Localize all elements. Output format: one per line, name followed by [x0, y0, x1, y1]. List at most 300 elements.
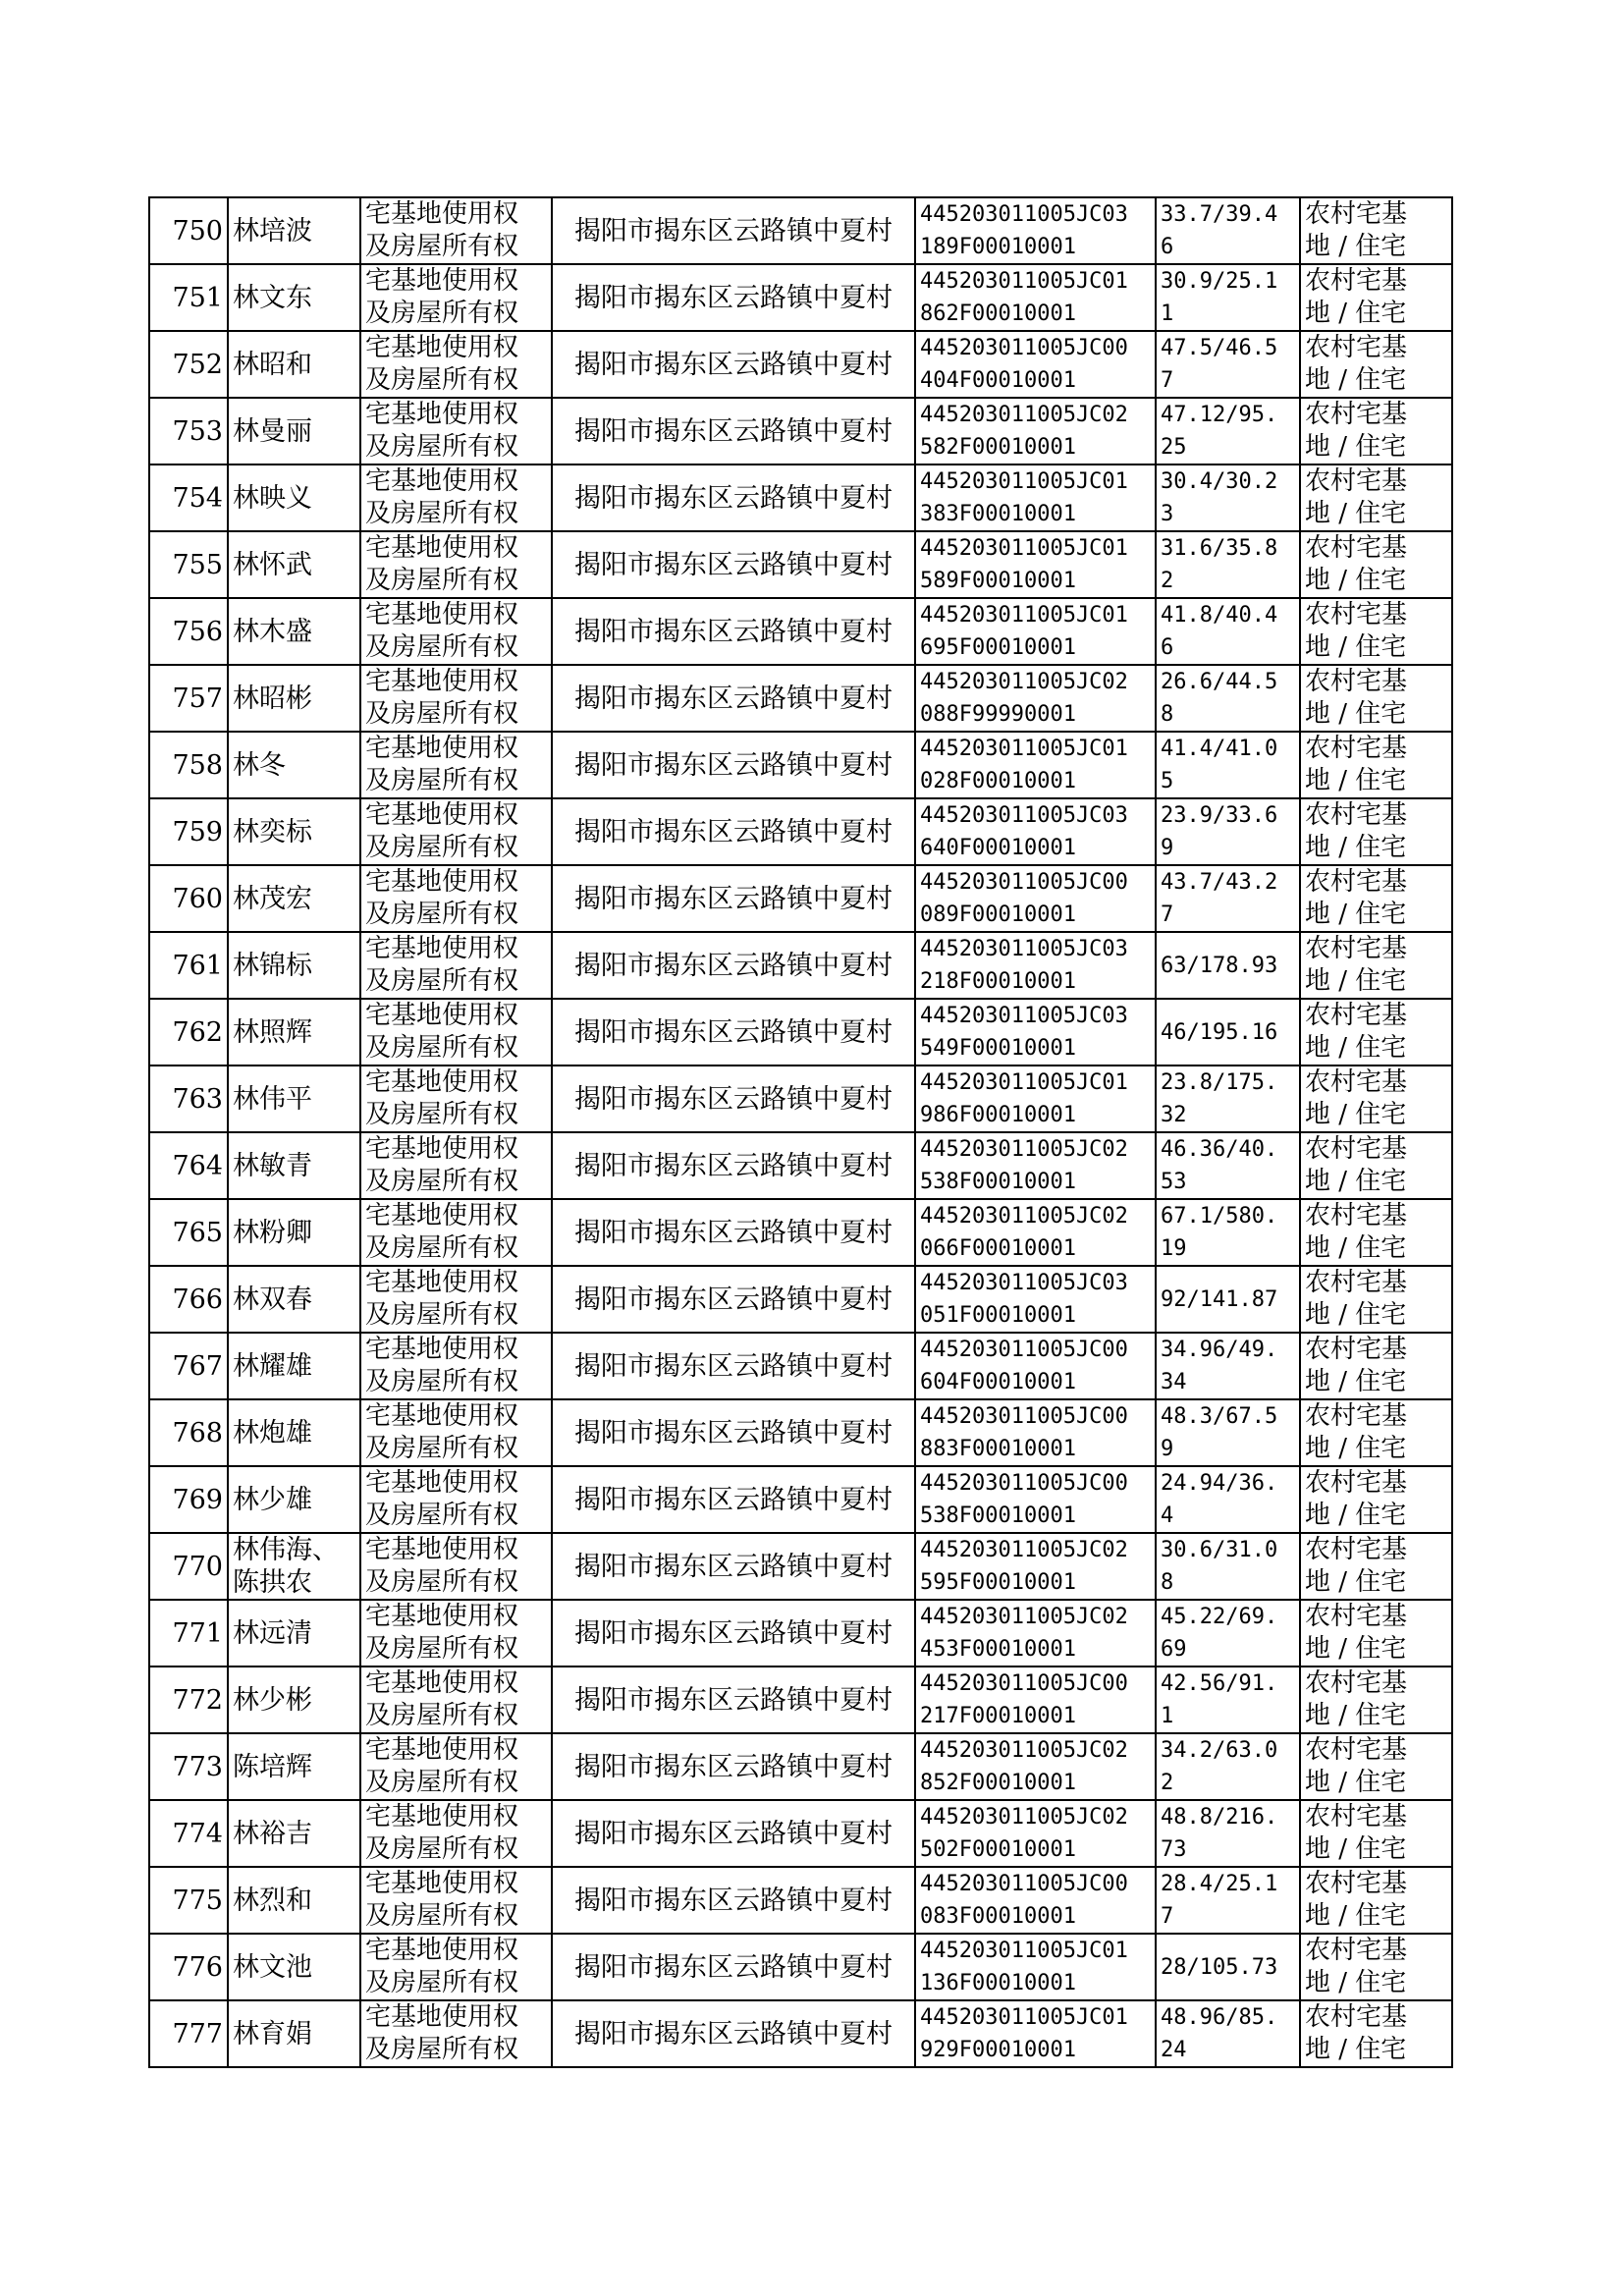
owner-name-cell	[228, 531, 360, 598]
owner-name-line: 林双春	[233, 1284, 312, 1315]
usage-cell	[1300, 1466, 1452, 1533]
unit-code-line: 189F00010001	[920, 235, 1076, 259]
right-type-line: 及房屋所有权	[365, 365, 519, 395]
unit-code-cell	[915, 1199, 1156, 1266]
unit-code-line: 929F00010001	[920, 2038, 1076, 2062]
location-cell: 揭阳市揭东区云路镇中夏村	[552, 1867, 915, 1934]
right-type-line: 宅基地使用权	[365, 1001, 519, 1030]
area-cell	[1156, 1466, 1300, 1533]
area-line: 32	[1161, 1103, 1187, 1127]
record-number-cell: 751	[149, 264, 228, 331]
right-type-cell	[360, 798, 552, 865]
owner-name-line: 林炮雄	[233, 1417, 312, 1448]
usage-cell	[1300, 1600, 1452, 1667]
area-line: 30.6/31.0	[1161, 1538, 1278, 1562]
unit-code-line: 445203011005JC01	[920, 469, 1128, 494]
record-number-cell: 775	[149, 1867, 228, 1934]
record-number-cell: 770	[149, 1533, 228, 1600]
owner-name-cell	[228, 1399, 360, 1466]
owner-name-cell	[228, 732, 360, 798]
area-line: 25	[1161, 435, 1187, 460]
unit-code-cell	[915, 1466, 1156, 1533]
unit-code-cell	[915, 798, 1156, 865]
owner-name-line: 林茂宏	[233, 883, 312, 914]
area-line: 47.5/46.5	[1161, 336, 1278, 360]
unit-code-line: 445203011005JC02	[920, 670, 1128, 694]
unit-code-cell	[915, 1132, 1156, 1199]
unit-code-cell	[915, 1066, 1156, 1132]
record-number-cell: 755	[149, 531, 228, 598]
owner-name-line: 林昭彬	[233, 683, 312, 714]
owner-name-line: 林少雄	[233, 1484, 312, 1515]
area-cell	[1156, 1600, 1300, 1667]
record-number-cell: 762	[149, 999, 228, 1066]
right-type-line: 宅基地使用权	[365, 667, 519, 696]
owner-name-cell	[228, 1132, 360, 1199]
table-row	[149, 1667, 1452, 1733]
owner-name-line: 林昭和	[233, 349, 312, 380]
area-cell	[1156, 1800, 1300, 1867]
unit-code-line: 883F00010001	[920, 1437, 1076, 1461]
usage-line: 地 / 住宅	[1305, 1634, 1407, 1664]
record-number-cell: 759	[149, 798, 228, 865]
unit-code-cell	[915, 264, 1156, 331]
record-number-cell: 767	[149, 1333, 228, 1399]
right-type-cell	[360, 1533, 552, 1600]
owner-name-cell	[228, 264, 360, 331]
area-line: 41.4/41.0	[1161, 737, 1278, 761]
area-line: 2	[1161, 1771, 1174, 1795]
right-type-line: 及房屋所有权	[365, 2035, 519, 2064]
unit-code-line: 852F00010001	[920, 1771, 1076, 1795]
right-type-line: 及房屋所有权	[365, 900, 519, 929]
right-type-line: 宅基地使用权	[365, 1335, 519, 1364]
area-line: 6	[1161, 635, 1174, 660]
unit-code-line: 066F00010001	[920, 1236, 1076, 1261]
area-line: 24	[1161, 2038, 1187, 2062]
area-cell	[1156, 1867, 1300, 1934]
usage-line: 地 / 住宅	[1305, 900, 1407, 929]
owner-name-line: 林育娟	[233, 2018, 312, 2049]
right-type-line: 宅基地使用权	[365, 800, 519, 830]
right-type-line: 及房屋所有权	[365, 1634, 519, 1664]
unit-code-line: 445203011005JC03	[920, 1004, 1128, 1028]
area-line: 7	[1161, 1904, 1174, 1929]
unit-code-line: 538F00010001	[920, 1503, 1076, 1528]
usage-cell	[1300, 1333, 1452, 1399]
usage-line: 地 / 住宅	[1305, 833, 1407, 862]
right-type-cell	[360, 1333, 552, 1399]
right-type-cell	[360, 1733, 552, 1800]
location-cell: 揭阳市揭东区云路镇中夏村	[552, 1199, 915, 1266]
unit-code-cell	[915, 1667, 1156, 1733]
right-type-line: 及房屋所有权	[365, 1701, 519, 1730]
location-cell: 揭阳市揭东区云路镇中夏村	[552, 331, 915, 398]
location-cell: 揭阳市揭东区云路镇中夏村	[552, 1533, 915, 1600]
unit-code-line: 582F00010001	[920, 435, 1076, 460]
unit-code-line: 445203011005JC02	[920, 403, 1128, 427]
right-type-line: 及房屋所有权	[365, 766, 519, 795]
usage-line: 农村宅基	[1305, 1802, 1408, 1831]
table-row	[149, 1733, 1452, 1800]
unit-code-cell	[915, 598, 1156, 665]
unit-code-cell	[915, 999, 1156, 1066]
right-type-cell	[360, 1066, 552, 1132]
owner-name-line: 陈拱农	[233, 1567, 312, 1598]
right-type-line: 宅基地使用权	[365, 1668, 519, 1698]
record-number-cell: 768	[149, 1399, 228, 1466]
usage-cell	[1300, 1199, 1452, 1266]
usage-cell	[1300, 1399, 1452, 1466]
location-cell: 揭阳市揭东区云路镇中夏村	[552, 398, 915, 464]
right-type-cell	[360, 598, 552, 665]
usage-line: 地 / 住宅	[1305, 1300, 1407, 1330]
usage-line: 农村宅基	[1305, 1401, 1408, 1431]
area-line: 23.8/175.	[1161, 1070, 1278, 1095]
area-cell	[1156, 2000, 1300, 2067]
table-row	[149, 1466, 1452, 1533]
area-cell	[1156, 1266, 1300, 1333]
area-line: 34	[1161, 1370, 1187, 1394]
record-number-cell: 776	[149, 1934, 228, 2000]
owner-name-line: 林锦标	[233, 950, 312, 981]
right-type-line: 及房屋所有权	[365, 566, 519, 595]
usage-line: 农村宅基	[1305, 1001, 1408, 1030]
owner-name-cell	[228, 1466, 360, 1533]
usage-line: 地 / 住宅	[1305, 1834, 1407, 1864]
usage-line: 地 / 住宅	[1305, 499, 1407, 528]
owner-name-line: 林耀雄	[233, 1350, 312, 1382]
unit-code-line: 445203011005JC03	[920, 937, 1128, 961]
right-type-line: 及房屋所有权	[365, 1968, 519, 1997]
owner-name-cell	[228, 1266, 360, 1333]
owner-name-line: 林冬	[233, 749, 286, 781]
usage-cell	[1300, 732, 1452, 798]
owner-name-line: 林文池	[233, 1951, 312, 1983]
right-type-cell	[360, 2000, 552, 2067]
right-type-cell	[360, 1266, 552, 1333]
right-type-line: 宅基地使用权	[365, 199, 519, 229]
owner-name-line: 林照辉	[233, 1016, 312, 1048]
area-cell	[1156, 732, 1300, 798]
right-type-line: 宅基地使用权	[365, 1936, 519, 1965]
right-type-line: 宅基地使用权	[365, 1201, 519, 1230]
right-type-line: 及房屋所有权	[365, 1367, 519, 1396]
area-line: 34.2/63.0	[1161, 1738, 1278, 1763]
right-type-line: 宅基地使用权	[365, 1401, 519, 1431]
usage-line: 农村宅基	[1305, 1735, 1408, 1765]
right-type-cell	[360, 1399, 552, 1466]
area-line: 46/195.16	[1161, 1019, 1278, 1045]
usage-cell	[1300, 464, 1452, 531]
area-cell	[1156, 999, 1300, 1066]
owner-name-line: 林映义	[233, 482, 312, 514]
owner-name-line: 林远清	[233, 1617, 312, 1649]
unit-code-line: 445203011005JC03	[920, 1271, 1128, 1295]
usage-line: 地 / 住宅	[1305, 966, 1407, 996]
unit-code-line: 136F00010001	[920, 1971, 1076, 1995]
usage-line: 地 / 住宅	[1305, 299, 1407, 328]
location-cell: 揭阳市揭东区云路镇中夏村	[552, 1600, 915, 1667]
unit-code-cell	[915, 531, 1156, 598]
area-line: 73	[1161, 1837, 1187, 1862]
unit-code-line: 445203011005JC01	[920, 1070, 1128, 1095]
owner-name-cell	[228, 1066, 360, 1132]
area-cell	[1156, 1333, 1300, 1399]
area-cell	[1156, 1667, 1300, 1733]
usage-cell	[1300, 1867, 1452, 1934]
location-cell: 揭阳市揭东区云路镇中夏村	[552, 1466, 915, 1533]
area-cell	[1156, 1066, 1300, 1132]
area-line: 28.4/25.1	[1161, 1872, 1278, 1896]
table-row	[149, 331, 1452, 398]
unit-code-cell	[915, 665, 1156, 732]
location-cell: 揭阳市揭东区云路镇中夏村	[552, 531, 915, 598]
owner-name-cell	[228, 999, 360, 1066]
record-number-cell: 765	[149, 1199, 228, 1266]
unit-code-cell	[915, 1333, 1156, 1399]
location-cell: 揭阳市揭东区云路镇中夏村	[552, 865, 915, 932]
record-number-cell: 764	[149, 1132, 228, 1199]
table-row	[149, 732, 1452, 798]
usage-line: 农村宅基	[1305, 400, 1408, 429]
table-row	[149, 1533, 1452, 1600]
unit-code-line: 445203011005JC00	[920, 1471, 1128, 1496]
unit-code-line: 445203011005JC00	[920, 1404, 1128, 1429]
owner-name-cell	[228, 1533, 360, 1600]
area-cell	[1156, 1399, 1300, 1466]
usage-line: 农村宅基	[1305, 333, 1408, 362]
unit-code-line: 383F00010001	[920, 502, 1076, 526]
right-type-line: 宅基地使用权	[365, 1268, 519, 1297]
unit-code-cell	[915, 1266, 1156, 1333]
usage-line: 农村宅基	[1305, 934, 1408, 963]
right-type-line: 及房屋所有权	[365, 966, 519, 996]
area-line: 7	[1161, 368, 1174, 393]
right-type-line: 宅基地使用权	[365, 734, 519, 763]
area-cell	[1156, 665, 1300, 732]
area-line: 1	[1161, 1704, 1174, 1728]
unit-code-line: 089F00010001	[920, 902, 1076, 927]
table-row	[149, 865, 1452, 932]
usage-line: 地 / 住宅	[1305, 566, 1407, 595]
right-type-line: 及房屋所有权	[365, 1167, 519, 1196]
area-cell	[1156, 1733, 1300, 1800]
unit-code-cell	[915, 732, 1156, 798]
location-cell: 揭阳市揭东区云路镇中夏村	[552, 1266, 915, 1333]
table-row	[149, 398, 1452, 464]
area-line: 31.6/35.8	[1161, 536, 1278, 561]
right-type-cell	[360, 1800, 552, 1867]
owner-name-line: 林奕标	[233, 816, 312, 847]
usage-line: 农村宅基	[1305, 600, 1408, 629]
usage-cell	[1300, 1533, 1452, 1600]
right-type-line: 及房屋所有权	[365, 1434, 519, 1463]
usage-line: 农村宅基	[1305, 867, 1408, 897]
right-type-cell	[360, 531, 552, 598]
usage-cell	[1300, 331, 1452, 398]
area-cell	[1156, 197, 1300, 264]
right-type-cell	[360, 1667, 552, 1733]
owner-name-cell	[228, 197, 360, 264]
right-type-line: 及房屋所有权	[365, 632, 519, 662]
unit-code-cell	[915, 2000, 1156, 2067]
location-cell: 揭阳市揭东区云路镇中夏村	[552, 665, 915, 732]
usage-line: 地 / 住宅	[1305, 432, 1407, 462]
unit-code-line: 445203011005JC00	[920, 1872, 1128, 1896]
owner-name-cell	[228, 1800, 360, 1867]
location-cell: 揭阳市揭东区云路镇中夏村	[552, 1733, 915, 1800]
usage-line: 地 / 住宅	[1305, 365, 1407, 395]
right-type-cell	[360, 665, 552, 732]
usage-line: 农村宅基	[1305, 1602, 1408, 1631]
owner-name-cell	[228, 398, 360, 464]
unit-code-cell	[915, 331, 1156, 398]
area-cell	[1156, 1199, 1300, 1266]
unit-code-line: 088F99990001	[920, 702, 1076, 727]
record-number-cell: 774	[149, 1800, 228, 1867]
area-cell	[1156, 865, 1300, 932]
table-row	[149, 1600, 1452, 1667]
owner-name-cell	[228, 1733, 360, 1800]
unit-code-line: 445203011005JC03	[920, 803, 1128, 828]
record-number-cell: 763	[149, 1066, 228, 1132]
usage-line: 地 / 住宅	[1305, 1367, 1407, 1396]
usage-line: 地 / 住宅	[1305, 1567, 1407, 1597]
unit-code-cell	[915, 1934, 1156, 2000]
usage-cell	[1300, 1934, 1452, 2000]
usage-cell	[1300, 798, 1452, 865]
right-type-line: 及房屋所有权	[365, 699, 519, 729]
table-row	[149, 2000, 1452, 2067]
area-line: 5	[1161, 769, 1174, 793]
usage-cell	[1300, 865, 1452, 932]
usage-line: 农村宅基	[1305, 2002, 1408, 2032]
right-type-cell	[360, 865, 552, 932]
table-row	[149, 1266, 1452, 1333]
right-type-line: 宅基地使用权	[365, 1735, 519, 1765]
usage-cell	[1300, 1800, 1452, 1867]
area-line: 4	[1161, 1503, 1174, 1528]
right-type-line: 及房屋所有权	[365, 1033, 519, 1063]
records-table	[148, 196, 1453, 2068]
unit-code-line: 445203011005JC00	[920, 870, 1128, 895]
right-type-cell	[360, 398, 552, 464]
right-type-cell	[360, 264, 552, 331]
usage-line: 农村宅基	[1305, 1268, 1408, 1297]
usage-line: 农村宅基	[1305, 1468, 1408, 1498]
table-row	[149, 1333, 1452, 1399]
location-cell: 揭阳市揭东区云路镇中夏村	[552, 1333, 915, 1399]
usage-cell	[1300, 598, 1452, 665]
record-number-cell: 771	[149, 1600, 228, 1667]
unit-code-line: 538F00010001	[920, 1170, 1076, 1194]
location-cell: 揭阳市揭东区云路镇中夏村	[552, 1132, 915, 1199]
unit-code-line: 445203011005JC02	[920, 1204, 1128, 1229]
right-type-line: 宅基地使用权	[365, 1802, 519, 1831]
usage-cell	[1300, 2000, 1452, 2067]
table-row	[149, 1934, 1452, 2000]
usage-cell	[1300, 1266, 1452, 1333]
area-line: 45.22/69.	[1161, 1605, 1278, 1629]
location-cell: 揭阳市揭东区云路镇中夏村	[552, 197, 915, 264]
right-type-cell	[360, 999, 552, 1066]
owner-name-line: 林曼丽	[233, 415, 312, 447]
unit-code-line: 445203011005JC01	[920, 536, 1128, 561]
unit-code-cell	[915, 932, 1156, 999]
owner-name-cell	[228, 464, 360, 531]
record-number-cell: 772	[149, 1667, 228, 1733]
records-body	[149, 197, 1452, 2067]
usage-line: 农村宅基	[1305, 266, 1408, 296]
right-type-cell	[360, 1934, 552, 2000]
usage-line: 农村宅基	[1305, 734, 1408, 763]
record-number-cell: 754	[149, 464, 228, 531]
owner-name-cell	[228, 1934, 360, 2000]
area-line: 48.3/67.5	[1161, 1404, 1278, 1429]
owner-name-cell	[228, 1600, 360, 1667]
area-line: 69	[1161, 1637, 1187, 1662]
unit-code-cell	[915, 1533, 1156, 1600]
unit-code-line: 595F00010001	[920, 1570, 1076, 1595]
area-line: 43.7/43.2	[1161, 870, 1278, 895]
usage-line: 地 / 住宅	[1305, 1768, 1407, 1797]
record-number-cell: 766	[149, 1266, 228, 1333]
unit-code-cell	[915, 197, 1156, 264]
area-line: 41.8/40.4	[1161, 603, 1278, 628]
usage-cell	[1300, 197, 1452, 264]
unit-code-line: 445203011005JC01	[920, 1939, 1128, 1963]
owner-name-cell	[228, 932, 360, 999]
unit-code-line: 445203011005JC02	[920, 1538, 1128, 1562]
record-number-cell: 760	[149, 865, 228, 932]
usage-line: 地 / 住宅	[1305, 2035, 1407, 2064]
usage-line: 地 / 住宅	[1305, 1033, 1407, 1063]
area-cell	[1156, 1533, 1300, 1600]
area-line: 46.36/40.	[1161, 1137, 1278, 1162]
unit-code-line: 083F00010001	[920, 1904, 1076, 1929]
owner-name-cell	[228, 865, 360, 932]
area-line: 9	[1161, 836, 1174, 860]
owner-name-line: 林木盛	[233, 616, 312, 647]
area-line: 1	[1161, 301, 1174, 326]
location-cell: 揭阳市揭东区云路镇中夏村	[552, 1066, 915, 1132]
area-line: 8	[1161, 1570, 1174, 1595]
location-cell: 揭阳市揭东区云路镇中夏村	[552, 999, 915, 1066]
owner-name-cell	[228, 2000, 360, 2067]
usage-line: 农村宅基	[1305, 1134, 1408, 1164]
right-type-line: 及房屋所有权	[365, 1233, 519, 1263]
right-type-cell	[360, 932, 552, 999]
area-line: 33.7/39.4	[1161, 202, 1278, 227]
owner-name-line: 陈培辉	[233, 1751, 312, 1782]
area-line: 8	[1161, 702, 1174, 727]
unit-code-line: 445203011005JC02	[920, 1805, 1128, 1830]
area-cell	[1156, 264, 1300, 331]
table-row	[149, 999, 1452, 1066]
record-number-cell: 750	[149, 197, 228, 264]
owner-name-line: 林伟海、	[233, 1535, 339, 1565]
area-line: 3	[1161, 502, 1174, 526]
right-type-line: 宅基地使用权	[365, 533, 519, 563]
unit-code-line: 589F00010001	[920, 569, 1076, 593]
area-cell	[1156, 1934, 1300, 2000]
usage-line: 农村宅基	[1305, 466, 1408, 496]
right-type-line: 宅基地使用权	[365, 600, 519, 629]
area-cell	[1156, 531, 1300, 598]
area-line: 48.8/216.	[1161, 1805, 1278, 1830]
usage-line: 地 / 住宅	[1305, 232, 1407, 261]
